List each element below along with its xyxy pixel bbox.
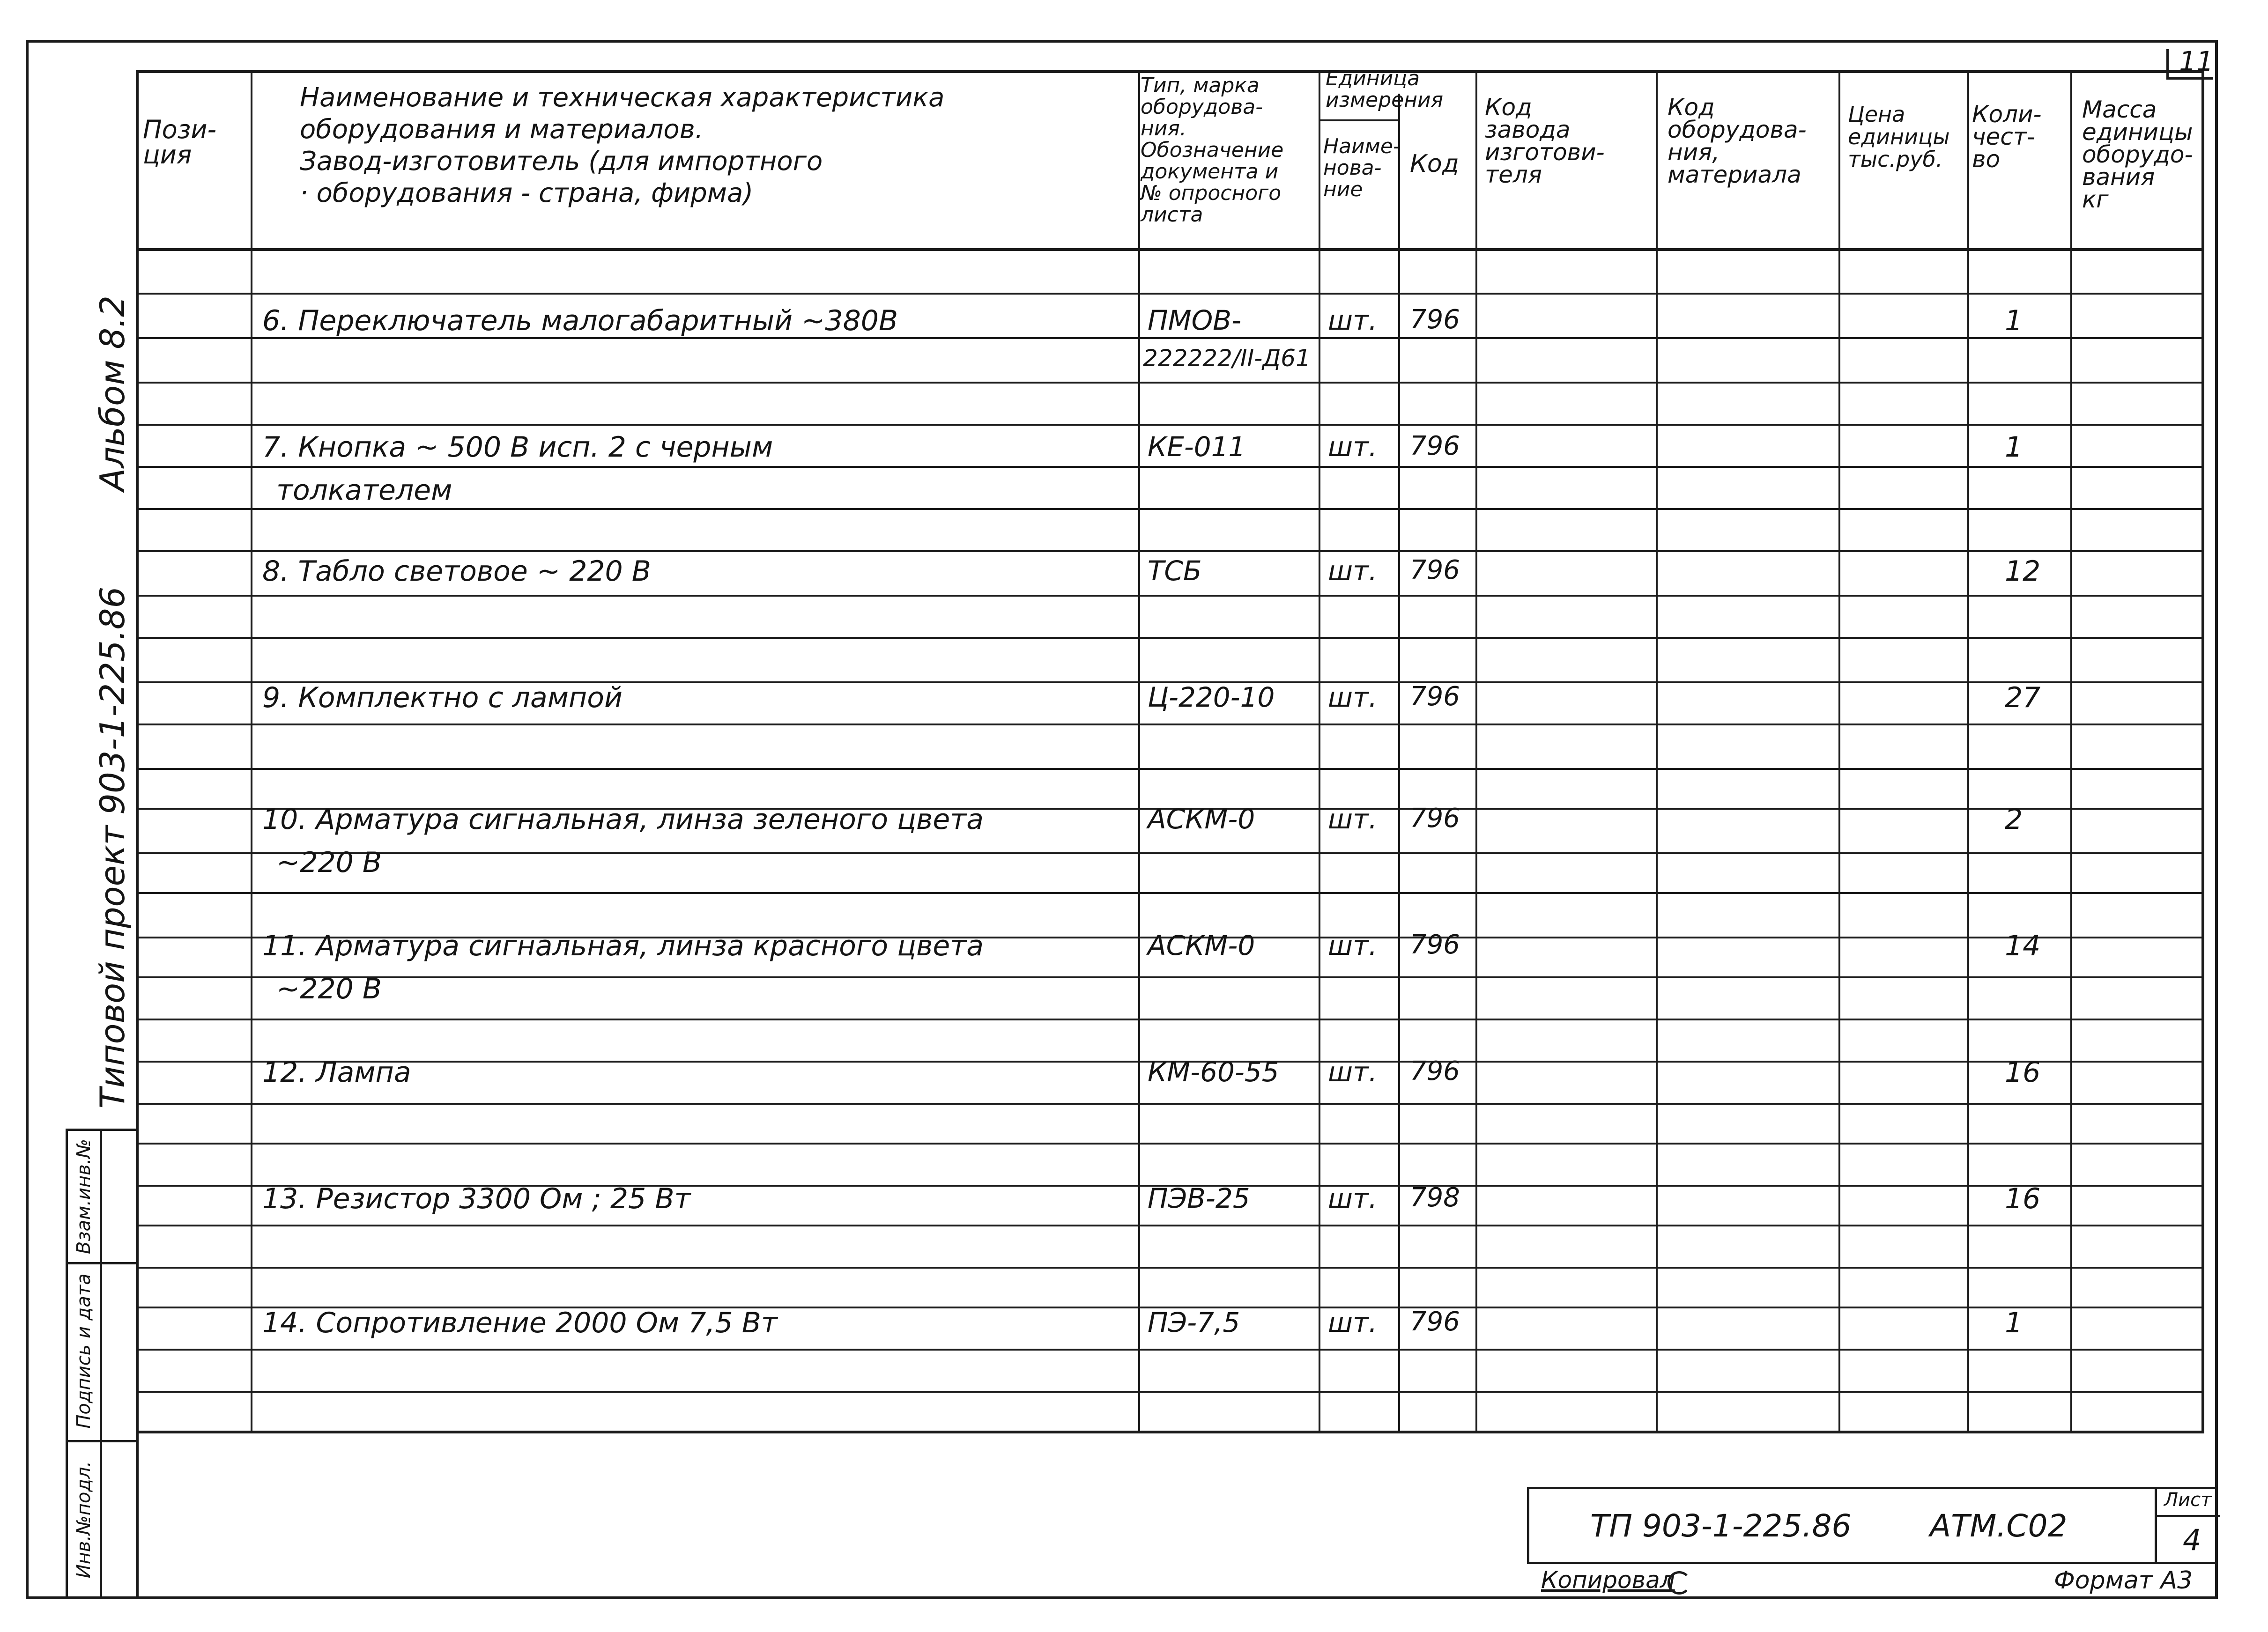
row-unit-code: 798: [1410, 1182, 1460, 1213]
row-unit: шт.: [1328, 930, 1378, 961]
row-rule: [136, 1225, 2204, 1226]
row-quantity: 2: [2005, 803, 2023, 836]
row-rule: [136, 595, 2204, 597]
row-rule: [136, 976, 2204, 978]
sheet-number: 4: [2183, 1523, 2201, 1557]
row-type: АСКМ-0: [1148, 930, 1255, 961]
row-quantity: 1: [2005, 1307, 2023, 1339]
column-divider: [2201, 70, 2204, 1431]
unit-group-divider: [1319, 119, 1398, 121]
column-divider: [1967, 70, 1969, 1431]
row-rule: [136, 382, 2204, 384]
row-unit-code: 796: [1410, 1056, 1460, 1086]
column-divider: [1138, 70, 1140, 1431]
row-unit-code: 796: [1410, 803, 1460, 834]
row-type: АСКМ-0: [1148, 803, 1255, 835]
row-unit-code: 796: [1410, 431, 1460, 461]
row-unit: шт.: [1328, 1182, 1378, 1214]
stamp-vzam-inv: Взам.инв.№: [73, 1138, 95, 1255]
header-unit-group: Единица измерения: [1326, 66, 1444, 112]
table-top-edge: [136, 70, 2204, 73]
row-rule: [136, 1103, 2204, 1105]
row-name: 14. Сопротивление 2000 Ом 7,5 Вт: [262, 1307, 778, 1339]
row-quantity: 27: [2005, 681, 2041, 714]
row-unit-code: 796: [1410, 930, 1460, 960]
row-unit-code: 796: [1410, 681, 1460, 712]
row-rule: [136, 466, 2204, 468]
copied-label: Копировал: [1541, 1566, 1675, 1594]
row-name: 10. Арматура сигнальная, линза зеленого цвета: [262, 803, 984, 836]
stamp-strip: [66, 1129, 138, 1599]
row-type: ПЭ-7,5: [1148, 1307, 1240, 1338]
row-unit: шт.: [1328, 681, 1378, 713]
header-price: Цена единицы тыс.руб.: [1848, 102, 1950, 172]
row-name: 11. Арматура сигнальная, линза красного цвета: [262, 930, 984, 962]
header-plant-code: Код завода изготови- теля: [1485, 94, 1605, 188]
header-equipment-code: Код оборудова- ния, материала: [1668, 94, 1807, 188]
header-bottom-edge: [136, 248, 2204, 251]
album-label: Альбом 8.2: [93, 295, 132, 491]
row-rule: [136, 508, 2204, 510]
top-sheet-number: 11: [2179, 45, 2214, 77]
row-name: 6. Переключатель малогабаритный ~380В: [262, 304, 898, 337]
column-divider: [2070, 70, 2072, 1431]
row-quantity: 1: [2005, 431, 2023, 464]
row-unit: шт.: [1328, 555, 1378, 587]
header-name: Наименование и техническая характеристика оборудования и материалов. Завод-изготовитель (для импортного · оборудования - страна, фирма): [300, 82, 945, 208]
stamp-inv-podl: Инв.№подл.: [73, 1461, 95, 1579]
column-divider: [1319, 70, 1320, 1431]
title-block: [1527, 1487, 2218, 1564]
column-divider: [1475, 70, 1477, 1431]
column-divider: [251, 70, 252, 1431]
row-unit-code: 796: [1410, 304, 1460, 335]
header-unit-code: Код: [1410, 150, 1459, 178]
row-rule: [136, 724, 2204, 725]
row-unit: шт.: [1328, 431, 1378, 463]
header-type: Тип, марка оборудова- ния. Обозначение документа и № опросного листа: [1141, 74, 1284, 227]
row-type: КЕ-011: [1148, 431, 1246, 463]
column-divider: [1838, 70, 1840, 1431]
row-rule: [136, 1349, 2204, 1351]
row-unit: шт.: [1328, 1056, 1378, 1088]
row-unit: шт.: [1328, 1307, 1378, 1338]
row-unit-code: 796: [1410, 1307, 1460, 1337]
row-name: 8. Табло световое ~ 220 В: [262, 555, 651, 588]
row-name-continued: ~220 В: [276, 846, 382, 879]
row-name: 7. Кнопка ~ 500 В исп. 2 с черным: [262, 431, 773, 464]
row-rule: [136, 550, 2204, 552]
row-type: ТСБ: [1148, 555, 1202, 587]
project-label: Типовой проект 903-1-225.86: [93, 586, 132, 1109]
doc-code: АТМ.С02: [1930, 1508, 2068, 1544]
row-quantity: 14: [2005, 930, 2041, 962]
row-type: Ц-220-10: [1148, 681, 1275, 713]
row-rule: [136, 1143, 2204, 1145]
header-quantity: Коли- чест- во: [1972, 101, 2042, 173]
row-rule: [136, 852, 2204, 854]
row-rule: [136, 293, 2204, 295]
header-position: Пози- ция: [143, 115, 216, 170]
row-type: ПМОВ-: [1148, 304, 1242, 336]
sheet-label: Лист: [2164, 1489, 2212, 1511]
format-label: Формат А3: [2054, 1566, 2193, 1595]
table-bottom-edge: [136, 1431, 2204, 1433]
row-rule: [136, 892, 2204, 894]
row-rule: [136, 424, 2204, 426]
row-unit: шт.: [1328, 304, 1378, 336]
row-quantity: 16: [2005, 1182, 2041, 1215]
stamp-signature-date: Подпись и дата: [73, 1273, 95, 1429]
row-rule: [136, 1019, 2204, 1020]
row-type-continued: 222222/II-Д61: [1143, 345, 1311, 372]
row-quantity: 1: [2005, 304, 2023, 337]
row-rule: [136, 768, 2204, 770]
row-type: КМ-60-55: [1148, 1056, 1279, 1088]
row-name: 13. Резистор 3300 Ом ; 25 Вт: [262, 1182, 691, 1215]
row-quantity: 16: [2005, 1056, 2041, 1089]
column-divider: [1656, 70, 1658, 1431]
row-name: 9. Комплектно с лампой: [262, 681, 623, 714]
doc-number: ТП 903-1-225.86: [1590, 1508, 1852, 1544]
row-unit: шт.: [1328, 803, 1378, 835]
header-unit-name: Наиме- нова- ние: [1323, 134, 1401, 201]
row-rule: [136, 1267, 2204, 1269]
row-unit-code: 796: [1410, 555, 1460, 585]
row-rule: [136, 1391, 2204, 1393]
top-sheet-number-box: [2166, 45, 2214, 80]
row-name: 12. Лампа: [262, 1056, 411, 1089]
row-rule: [136, 637, 2204, 639]
copier-signature-mark: [1668, 1571, 1691, 1595]
header-mass: Масса единицы оборудо- вания кг: [2082, 96, 2193, 213]
row-rule: [136, 337, 2204, 339]
row-name-continued: толкателем: [276, 474, 452, 507]
row-quantity: 12: [2005, 555, 2041, 588]
row-name-continued: ~220 В: [276, 973, 382, 1005]
row-type: ПЭВ-25: [1148, 1182, 1250, 1214]
